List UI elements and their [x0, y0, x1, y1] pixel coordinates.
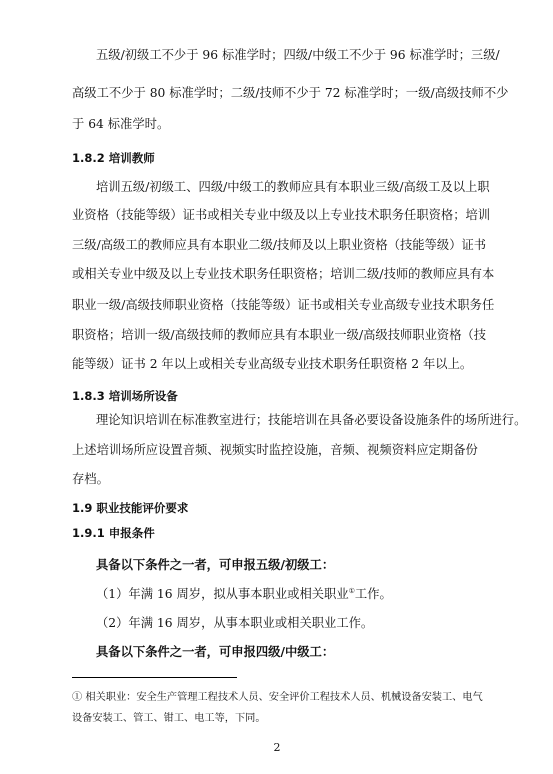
hours-line-1: 五级/初级工不少于 96 标准学时；四级/中级工不少于 96 标准学时；三级/: [96, 48, 500, 62]
teachers-line-7: 能等级）证书 2 年以上或相关专业高级专业技术职务任职资格 2 年以上。: [72, 357, 473, 371]
teachers-line-1: 培训五级/初级工、四级/中级工的教师应具有本职业三级/高级工及以上职: [96, 180, 490, 194]
teachers-line-2: 业资格（技能等级）证书或相关专业中级及以上专业技术职务任职资格；培训: [72, 208, 491, 222]
teachers-line-5: 职业一级/高级技师职业资格（技能等级）证书或相关专业高级专业技术职务任: [72, 298, 495, 312]
teachers-line-4: 或相关专业中级及以上专业技术职务任职资格；培训二级/技师的教师应具有本: [72, 267, 495, 281]
venue-line-1: 理论知识培训在标准教室进行；技能培训在具备必要设备设施条件的场所进行。: [96, 413, 527, 427]
hours-line-3: 于 64 标准学时。: [72, 117, 170, 131]
venue-line-3: 存档。: [72, 472, 109, 486]
level5-condition-2: （2）年满 16 周岁，从事本职业或相关职业工作。: [96, 616, 374, 630]
section-heading-1-8-2: 1.8.2 培训教师: [72, 151, 155, 165]
section-heading-1-9-1: 1.9.1 申报条件: [72, 526, 155, 540]
level5-condition-1-text: （1）年满 16 周岁，拟从事本职业或相关职业: [96, 587, 349, 601]
footnote-divider: [72, 677, 237, 678]
teachers-line-6: 职资格；培训一级/高级技师的教师应具有本职业一级/高级技师职业资格（技: [72, 328, 487, 342]
venue-line-2: 上述培训场所应设置音频、视频实时监控设施，音频、视频资料应定期备份: [72, 443, 478, 457]
teachers-line-3: 三级/高级工的教师应具有本职业二级/技师及以上职业资格（技能等级）证书: [72, 238, 487, 252]
section-heading-1-9: 1.9 职业技能评价要求: [72, 501, 189, 515]
footnote-line-1: ① 相关职业：安全生产管理工程技术人员、安全评价工程技术人员、机械设备安装工、电气: [72, 692, 483, 703]
level5-conditions-title: 具备以下条件之一者，可申报五级/初级工：: [96, 557, 335, 572]
level4-conditions-title: 具备以下条件之一者，可申报四级/中级工：: [96, 644, 335, 659]
page-number: 2: [273, 741, 281, 754]
footnote-ref: ①: [348, 586, 355, 595]
level5-condition-1: [96, 585, 392, 603]
level5-condition-1-tail: 工作。: [354, 587, 392, 601]
section-heading-1-8-3: 1.8.3 培训场所设备: [72, 389, 178, 403]
footnote-line-2: 设备安装工、管工、钳工、电工等，下同。: [72, 713, 266, 724]
hours-line-2: 高级工不少于 80 标准学时；二级/技师不少于 72 标准学时；一级/高级技师不少: [72, 86, 509, 100]
